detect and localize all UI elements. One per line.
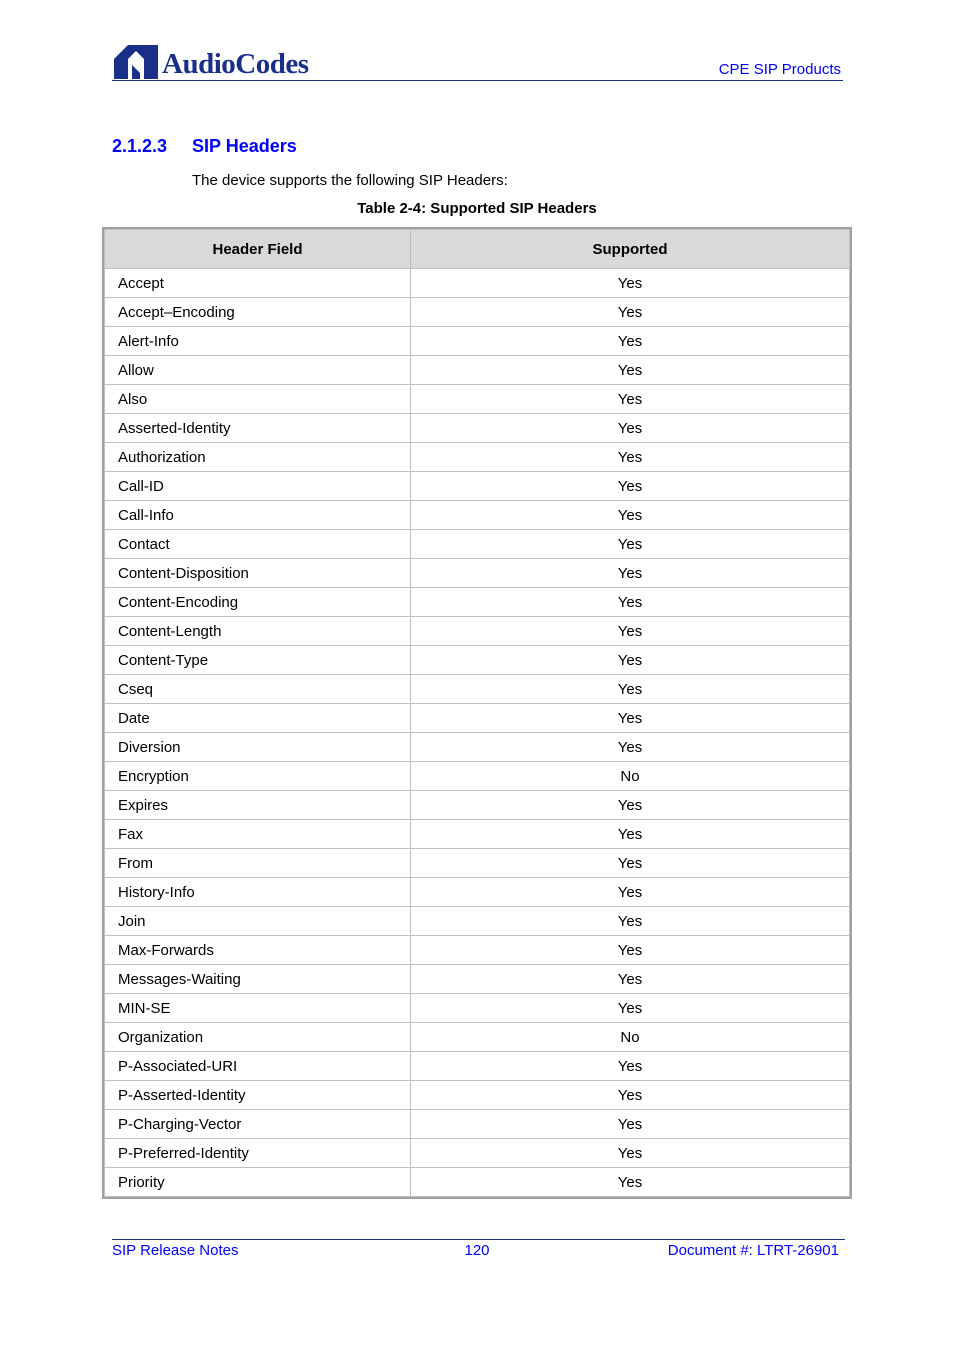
supported-cell: Yes <box>411 559 850 588</box>
supported-cell: Yes <box>411 1110 850 1139</box>
supported-cell: Yes <box>411 501 850 530</box>
header-field-cell: Content-Encoding <box>105 588 411 617</box>
supported-cell: Yes <box>411 530 850 559</box>
header-field-cell: MIN-SE <box>105 994 411 1023</box>
header-field-cell: Content-Type <box>105 646 411 675</box>
header-field-cell: Also <box>105 385 411 414</box>
header-field-cell: Fax <box>105 820 411 849</box>
table-row <box>105 820 850 849</box>
supported-cell: Yes <box>411 472 850 501</box>
supported-cell: Yes <box>411 936 850 965</box>
table-header-row <box>105 230 850 269</box>
audiocodes-logo <box>114 44 309 80</box>
section-heading <box>112 136 297 157</box>
supported-cell: Yes <box>411 298 850 327</box>
header-field-cell: Diversion <box>105 733 411 762</box>
header-field-cell: P-Asserted-Identity <box>105 1081 411 1110</box>
header-field-cell: Content-Length <box>105 617 411 646</box>
header-field-cell: History-Info <box>105 878 411 907</box>
supported-cell: Yes <box>411 1081 850 1110</box>
header-field-cell: Priority <box>105 1168 411 1197</box>
header-divider <box>112 80 843 81</box>
supported-cell: Yes <box>411 704 850 733</box>
supported-cell: No <box>411 762 850 791</box>
footer-divider <box>112 1239 845 1240</box>
audiocodes-logo-icon <box>114 45 158 79</box>
table-row <box>105 501 850 530</box>
table-row <box>105 646 850 675</box>
footer-document-number: Document #: LTRT-26901 <box>667 1242 839 1259</box>
supported-cell: Yes <box>411 1052 850 1081</box>
table-row <box>105 530 850 559</box>
table-row <box>105 327 850 356</box>
header-field-cell: Content-Disposition <box>105 559 411 588</box>
table-row <box>105 414 850 443</box>
header-field-cell: Contact <box>105 530 411 559</box>
header-field-cell: Accept <box>105 269 411 298</box>
supported-cell: Yes <box>411 443 850 472</box>
header-field-cell: Call-Info <box>105 501 411 530</box>
supported-cell: Yes <box>411 1168 850 1197</box>
table-row <box>105 472 850 501</box>
logo-text: AudioCodes <box>162 47 309 80</box>
header-field-cell: Call-ID <box>105 472 411 501</box>
header-field-cell: From <box>105 849 411 878</box>
table-row <box>105 443 850 472</box>
header-field-cell: Cseq <box>105 675 411 704</box>
column-header-supported: Supported <box>411 230 850 269</box>
header-field-cell: Max-Forwards <box>105 936 411 965</box>
table-row <box>105 675 850 704</box>
supported-cell: Yes <box>411 385 850 414</box>
supported-cell: Yes <box>411 1139 850 1168</box>
header-field-cell: Expires <box>105 791 411 820</box>
section-number: 2.1.2.3 <box>112 136 168 156</box>
table-row <box>105 588 850 617</box>
sip-headers-table <box>102 227 852 1199</box>
supported-cell: Yes <box>411 675 850 704</box>
header-field-cell: Authorization <box>105 443 411 472</box>
table-row <box>105 907 850 936</box>
table-row <box>105 1052 850 1081</box>
supported-cell: No <box>411 1023 850 1052</box>
table-row <box>105 1110 850 1139</box>
intro-text: The device supports the following SIP Headers: <box>192 172 508 189</box>
table-row <box>105 936 850 965</box>
table-row <box>105 617 850 646</box>
table-row <box>105 762 850 791</box>
supported-cell: Yes <box>411 617 850 646</box>
supported-cell: Yes <box>411 356 850 385</box>
header-field-cell: Join <box>105 907 411 936</box>
supported-cell: Yes <box>411 878 850 907</box>
header-product-name: CPE SIP Products <box>718 61 841 78</box>
header-field-cell: Organization <box>105 1023 411 1052</box>
supported-cell: Yes <box>411 791 850 820</box>
supported-cell: Yes <box>411 965 850 994</box>
header-field-cell: Messages-Waiting <box>105 965 411 994</box>
header-field-cell: Date <box>105 704 411 733</box>
table-row <box>105 1139 850 1168</box>
table-row <box>105 269 850 298</box>
header-field-cell: P-Associated-URI <box>105 1052 411 1081</box>
supported-cell: Yes <box>411 327 850 356</box>
supported-cell: Yes <box>411 646 850 675</box>
header-field-cell: Alert-Info <box>105 327 411 356</box>
table-row <box>105 994 850 1023</box>
table-row <box>105 791 850 820</box>
supported-cell: Yes <box>411 994 850 1023</box>
table-row <box>105 559 850 588</box>
table-row <box>105 849 850 878</box>
table-caption: Table 2-4: Supported SIP Headers <box>357 200 597 217</box>
header-field-cell: Encryption <box>105 762 411 791</box>
table-row <box>105 878 850 907</box>
supported-cell: Yes <box>411 414 850 443</box>
table-row <box>105 965 850 994</box>
table-row <box>105 704 850 733</box>
header-field-cell: Allow <box>105 356 411 385</box>
section-title: SIP Headers <box>192 136 297 156</box>
supported-cell: Yes <box>411 269 850 298</box>
supported-cell: Yes <box>411 588 850 617</box>
table-row <box>105 298 850 327</box>
supported-cell: Yes <box>411 849 850 878</box>
header-field-cell: P-Preferred-Identity <box>105 1139 411 1168</box>
column-header-field: Header Field <box>105 230 411 269</box>
header-field-cell: Asserted-Identity <box>105 414 411 443</box>
supported-cell: Yes <box>411 820 850 849</box>
footer-page-number: 120 <box>464 1242 490 1259</box>
table-row <box>105 1081 850 1110</box>
header-field-cell: Accept–Encoding <box>105 298 411 327</box>
table-row <box>105 1168 850 1197</box>
table-row <box>105 356 850 385</box>
table-row <box>105 385 850 414</box>
table-row <box>105 733 850 762</box>
header-field-cell: P-Charging-Vector <box>105 1110 411 1139</box>
supported-cell: Yes <box>411 733 850 762</box>
table-row <box>105 1023 850 1052</box>
supported-cell: Yes <box>411 907 850 936</box>
footer-document-title: SIP Release Notes <box>112 1242 239 1259</box>
